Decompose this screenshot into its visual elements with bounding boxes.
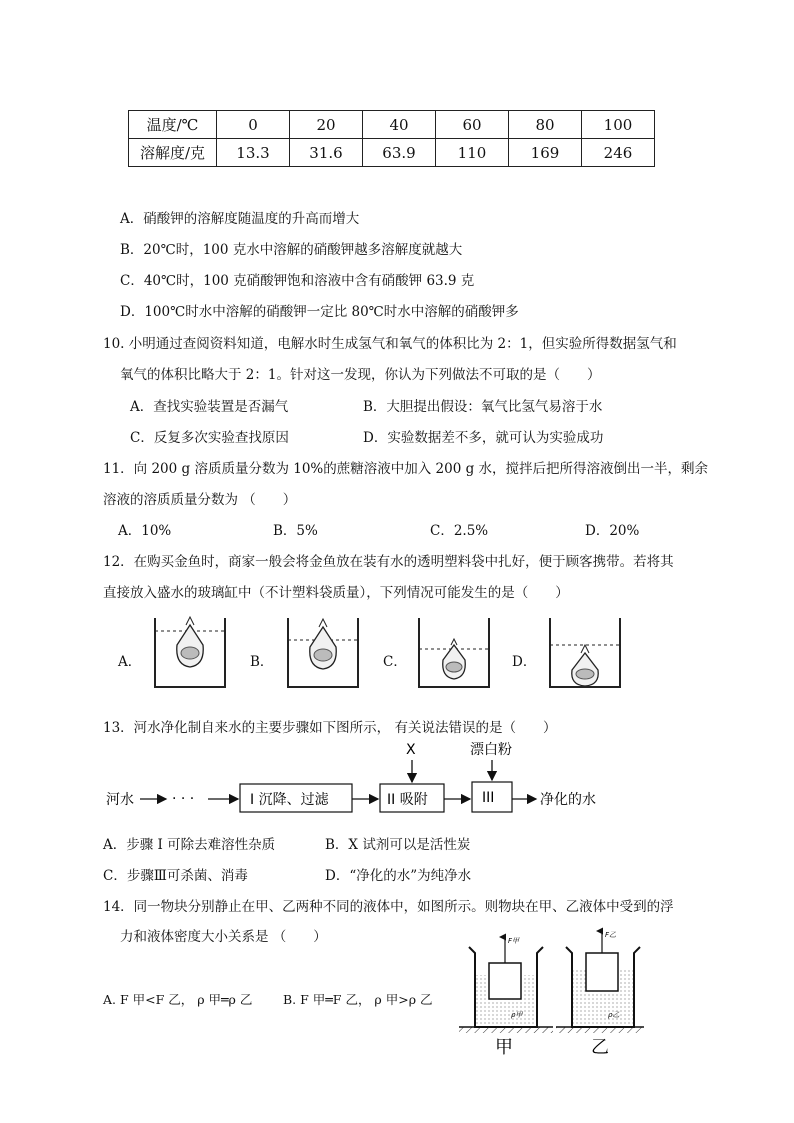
solubility-table (128, 110, 655, 167)
q9-option-b: B．20℃时，100 克水中溶解的硝酸钾越多溶解度就越大 (120, 242, 463, 258)
table-cell: 60 (436, 111, 509, 139)
flow-step3: III (482, 790, 495, 806)
water-purification-flowchart (100, 738, 620, 818)
flow-dots: · · · (172, 791, 195, 807)
table-cell: 溶解度/克 (129, 139, 217, 167)
q14-option-a: A. F 甲<F 乙， ρ 甲═ρ 乙 (103, 992, 253, 1007)
table-cell: 246 (582, 139, 655, 167)
q14-stem-line2: 力和液体密度大小关系是 （ ） (120, 929, 327, 945)
q13-option-c: C．步骤Ⅲ可杀菌、消毒 (103, 868, 248, 884)
table-cell: 40 (363, 111, 436, 139)
q10-stem-line2: 氧气的体积比略大于 2：1。针对这一发现，你认为下列做法不可取的是（ ） (120, 367, 601, 383)
force-label-yi: F乙 (605, 931, 617, 939)
flow-river-label: 河水 (106, 792, 134, 808)
rho-label-jia: ρ甲 (511, 1011, 523, 1019)
table-cell: 100 (582, 111, 655, 139)
q10-option-a: A．查找实验装置是否漏气 (130, 399, 289, 415)
beaker-figure-a (150, 615, 230, 690)
q9-option-a: A．硝酸钾的溶解度随温度的升高而增大 (120, 211, 360, 227)
table-cell: 80 (509, 111, 582, 139)
table-cell: 31.6 (290, 139, 363, 167)
figure-label-yi: 乙 (591, 1037, 609, 1058)
q12-stem-line2: 直接放入盛水的玻璃缸中（不计塑料袋质量），下列情况可能发生的是（ ） (103, 585, 569, 601)
q10-stem-line1: 10. 小明通过查阅资料知道，电解水时生成氢气和氧气的体积比为 2：1，但实验所得数据氢气和 (103, 336, 677, 352)
table-cell: 13.3 (217, 139, 290, 167)
q9-option-d: D．100℃时水中溶解的硝酸钾一定比 80℃时水中溶解的硝酸钾多 (120, 304, 519, 320)
flow-step1: I 沉降、过滤 (250, 792, 329, 808)
q11-option-a: A．10% (118, 523, 172, 539)
q9-option-c: C．40℃时，100 克硝酸钾饱和溶液中含有硝酸钾 63.9 克 (120, 273, 475, 289)
table-row (129, 139, 655, 167)
flow-bleach-label: 漂白粉 (470, 742, 512, 758)
q13-option-d: D．“净化的水”为纯净水 (325, 868, 472, 884)
q13-option-a: A．步骤 I 可除去难溶性杂质 (103, 837, 276, 853)
beaker-yi (556, 931, 644, 1033)
q10-option-d: D．实验数据差不多，就可认为实验成功 (363, 430, 604, 446)
figure-label-jia: 甲 (495, 1037, 513, 1058)
q12-label-c: C． (383, 654, 407, 670)
q13-stem: 13．河水净化制自来水的主要步骤如下图所示， 有关说法错误的是（ ） (103, 720, 557, 736)
table-cell: 20 (290, 111, 363, 139)
buoyancy-figure (455, 925, 645, 1060)
q11-option-c: C．2.5% (430, 523, 489, 539)
table-row (129, 111, 655, 139)
q14-stem-line1: 14．同一物块分别静止在甲、乙两种不同的液体中，如图所示。则物块在甲、乙液体中受到的浮 (103, 899, 674, 915)
flow-x-label: X (406, 742, 416, 758)
table-cell: 110 (436, 139, 509, 167)
beaker-jia (459, 937, 553, 1033)
q14-option-b: B. F 甲═F 乙， ρ 甲>ρ 乙 (283, 992, 433, 1007)
q10-option-c: C．反复多次实验查找原因 (130, 430, 289, 446)
table-cell: 63.9 (363, 139, 436, 167)
table-cell: 温度/℃ (129, 111, 217, 139)
beaker-figure-c (414, 615, 494, 690)
q12-label-a: A． (118, 654, 142, 670)
beaker-figure-d (545, 615, 625, 690)
table-cell: 169 (509, 139, 582, 167)
q12-label-d: D． (512, 654, 537, 670)
rho-label-yi: ρ乙 (608, 1011, 620, 1019)
beaker-figure-b (283, 615, 363, 690)
q11-stem-line2: 溶液的溶质质量分数为 （ ） (103, 492, 297, 508)
table-cell: 0 (217, 111, 290, 139)
q11-option-b: B．5% (273, 523, 318, 539)
q12-label-b: B． (250, 654, 274, 670)
q13-option-b: B．X 试剂可以是活性炭 (325, 837, 471, 853)
flow-step2: II 吸附 (387, 792, 428, 808)
q11-option-d: D．20% (585, 523, 640, 539)
q12-stem-line1: 12．在购买金鱼时，商家一般会将金鱼放在装有水的透明塑料袋中扎好，便于顾客携带。若将其 (103, 554, 674, 570)
q10-option-b: B．大胆提出假设：氧气比氢气易溶于水 (363, 399, 603, 415)
force-label-jia: F甲 (508, 937, 520, 945)
flow-output-label: 净化的水 (540, 792, 596, 808)
q11-stem-line1: 11．向 200 g 溶质质量分数为 10%的蔗糖溶液中加入 200 g 水，搅拌后把所得溶液倒出一半，剩余 (103, 461, 709, 477)
